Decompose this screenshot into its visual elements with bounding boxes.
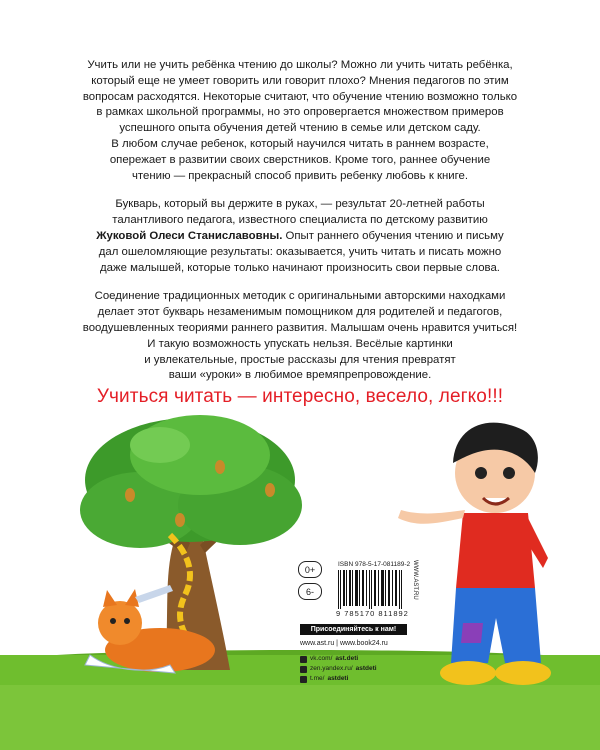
join-us-banner: Присоединяйтесь к нам!: [300, 624, 407, 635]
isbn-text: ISBN 978-5-17-081189-2: [338, 561, 411, 568]
social-link-prefix: zen.yandex.ru/: [310, 665, 353, 672]
cat-eye: [124, 618, 130, 624]
text-line: чтению — прекрасный способ привить ребенку любовь к книге.: [131, 169, 469, 182]
text-line: и увлекательные, простые рассказы для чтения превратят: [144, 353, 456, 366]
social-link-zen[interactable]: [300, 664, 377, 674]
grass-foreground: [0, 685, 600, 750]
tree-highlight: [130, 427, 190, 463]
boy-arm: [398, 510, 465, 524]
text-line: делает этот букварь незаменимым помощником для родителей и педагогов,: [97, 306, 503, 319]
social-link-telegram[interactable]: [300, 674, 377, 684]
paragraph-1: [60, 58, 540, 184]
boy-eye: [503, 467, 515, 479]
barcode-number: 9 785170 811892: [336, 609, 409, 618]
text-line: Учить или не учить ребёнка чтению до школы? Можно ли учить читать ребёнка,: [87, 59, 513, 71]
social-links: [300, 654, 377, 684]
cat-eye: [110, 618, 116, 624]
text-line: даже малышей, которые только начинают произносить свои первые слова.: [100, 261, 500, 274]
paragraph-2: [60, 197, 540, 276]
acorn-icon: [175, 513, 185, 527]
boy-illustration: [393, 418, 568, 693]
text-line: Букварь, который вы держите в руках, — результат 20-летней работы: [115, 198, 485, 211]
acorn-icon: [265, 483, 275, 497]
age-rating-badge: 6-: [298, 583, 322, 600]
text-line: В любом случае ребенок, который научился читать в раннем возрасте,: [111, 137, 489, 150]
boy-shirt: [456, 513, 535, 588]
cat-illustration: [75, 585, 225, 680]
text-line: Соединение традиционных методик с оригинальными авторскими находками: [94, 290, 506, 303]
description-text: [60, 58, 540, 397]
text-line: успешного опыта обучения детей чтению в семье или детском саду.: [119, 122, 481, 135]
text-line: И такую возможность упускать нельзя. Весёлые картинки: [147, 337, 453, 350]
boy-shoe: [440, 661, 496, 685]
text-line: талантливого педагога, известного специалиста по детскому развитию: [112, 214, 488, 227]
boy-shoe: [495, 661, 551, 685]
text-line: [60, 229, 540, 245]
publisher-websites[interactable]: www.ast.ru | www.book24.ru: [300, 640, 388, 647]
slogan: Учиться читать — интересно, весело, легко!!!: [96, 386, 504, 407]
social-link-vk[interactable]: [300, 654, 377, 664]
cat-ear: [103, 590, 117, 607]
social-link-handle: astdeti: [327, 675, 349, 682]
text-line: воодушевленных теориями раннего развития. Малышам очень нравится учиться!: [82, 321, 518, 334]
quill-pen: [135, 585, 173, 603]
text-fragment: Опыт раннего обучения чтению и письму: [282, 229, 504, 242]
text-line: ваши «уроки» в любимое времяпрепровождение.: [168, 369, 432, 382]
telegram-icon: [300, 676, 307, 683]
age-rating-badge: 0+: [298, 561, 322, 578]
acorn-icon: [215, 460, 225, 474]
cat-head: [98, 601, 142, 645]
social-link-handle: ast.deti: [335, 655, 359, 662]
text-line: вопросам расходятся. Некоторые считают, что обучение чтению возможно только: [82, 90, 518, 103]
vk-icon: [300, 656, 307, 663]
boy-eye: [475, 467, 487, 479]
pants-patch: [461, 623, 483, 643]
text-line: опережает в развитии своих сверстников. Кроме того, раннее обучение: [109, 153, 491, 166]
social-link-prefix: t.me/: [310, 675, 325, 682]
publisher-url-vertical: WWW.AST.RU: [412, 560, 418, 600]
text-line: в рамках школьной программы, но это опровергается множеством примеров: [96, 106, 504, 119]
text-line: который еще не умеет говорить или говорит плохо? Мнения педагогов по этим: [91, 74, 509, 87]
author-name: Жуковой Олеси Станиславовны.: [96, 229, 283, 242]
barcode: [336, 570, 406, 612]
text-line: дал ошеломляющие результаты: оказывается, учить читать и писать можно: [98, 245, 502, 258]
acorn-icon: [125, 488, 135, 502]
social-link-prefix: vk.com/: [310, 655, 333, 662]
paragraph-3: [60, 289, 540, 384]
social-link-handle: astdeti: [355, 665, 377, 672]
zen-icon: [300, 666, 307, 673]
